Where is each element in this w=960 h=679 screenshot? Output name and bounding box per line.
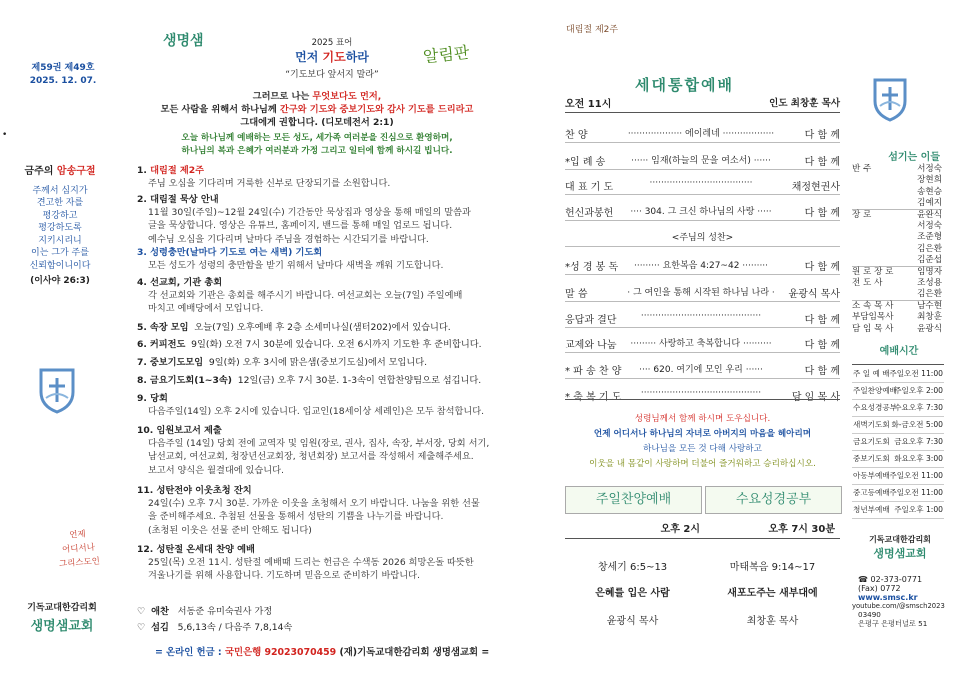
- staff-name: 윤광식: [917, 323, 942, 334]
- staff-name: 장현희: [917, 175, 942, 186]
- blessing-line: 성령님께서 함께 하시며 도우십니다.: [634, 414, 771, 424]
- issue-date: 2025. 12. 07.: [29, 76, 97, 86]
- order-item-name: 교제와 나눔: [565, 340, 617, 351]
- staff-name: 송현승: [917, 186, 942, 197]
- notice-item: [137, 374, 509, 387]
- notice-title: 성탄절 온세대 찬양 예배: [156, 544, 255, 555]
- divider: [565, 301, 840, 302]
- notice-item: [137, 484, 509, 537]
- notice-item: [137, 193, 509, 246]
- schedule-title: 예배시간: [879, 346, 919, 357]
- schedule-service: 청년부예배: [853, 505, 890, 514]
- staff-role: 담 임 목 사: [852, 323, 894, 334]
- order-item-person: 다 함 께: [804, 157, 840, 168]
- motto-year: 2025 표어: [311, 38, 353, 48]
- notice-item: [137, 276, 509, 316]
- church-org: 기독교대한감리회: [27, 603, 97, 613]
- blessing-line: 이웃을 내 몸같이 사랑하며 더불어 즐거워하고 승리하십시오.: [589, 459, 816, 469]
- divider: [565, 142, 840, 143]
- motto-sub: “기도보다 앞서지 말라”: [285, 70, 379, 80]
- notice-item: [137, 164, 509, 190]
- staff-role: 전 도 사: [852, 278, 883, 288]
- staff-name: 김예지: [917, 198, 942, 209]
- welcome-message: [127, 132, 507, 158]
- afternoon-services: [565, 486, 840, 636]
- order-item-detail: · 그 여인을 통해 시작된 하나님 나라 ·: [627, 288, 775, 298]
- bullet-mark: •: [2, 130, 8, 140]
- bulletin-board-script: 알림판: [422, 42, 471, 67]
- slogan-line: 그리스도인: [58, 556, 101, 570]
- wednesday-service-title: 수요성경공부: [705, 486, 842, 514]
- notice-num: 4.: [137, 277, 147, 288]
- divider: [565, 274, 840, 275]
- divider: [565, 112, 840, 113]
- divider: [565, 194, 840, 195]
- slogan-line: 언제: [69, 529, 87, 541]
- notice-title: 당회: [150, 393, 168, 404]
- intro-1b: 무엇보다도 먼저,: [312, 91, 382, 102]
- christian-slogan: [57, 527, 101, 572]
- notice-body: (초청된 이웃은 선물 준비 안해도 됩니다): [148, 524, 312, 536]
- divider: [565, 399, 840, 400]
- staff-name: 윤완식: [917, 209, 942, 220]
- church-logo-icon: [872, 76, 908, 122]
- worship-time: 오전 11시: [565, 99, 612, 110]
- notice-item: [137, 246, 509, 272]
- verse-line: 견고한 자를: [36, 198, 84, 208]
- motto-main: [257, 48, 407, 65]
- schedule-time: 주일오후 2:00: [894, 386, 943, 395]
- order-item-name: 말 씀: [565, 289, 588, 300]
- sunday-preacher: 윤광식 목사: [606, 616, 659, 627]
- contact-phone: ☎ 02-373-0771: [858, 575, 923, 584]
- contact-website[interactable]: www.smsc.kr: [858, 593, 918, 602]
- schedule-row: [852, 467, 944, 485]
- schedule-service: 중고등예배: [853, 488, 890, 497]
- notice-num: 5.: [137, 322, 147, 333]
- contact-fax: (Fax) 0772: [858, 584, 901, 593]
- notice-heading: [137, 193, 509, 206]
- divider: [565, 327, 840, 328]
- order-item-name: 대 표 기 도: [565, 182, 614, 193]
- notice-title: 임원보고서 제출: [156, 425, 222, 436]
- intro-line-1: [127, 90, 507, 103]
- staff-name: 김은환: [917, 243, 942, 254]
- schedule-time: 금요오후 7:30: [894, 437, 943, 446]
- staff-name: 조준형: [917, 232, 942, 243]
- motto-part-a: 먼저: [295, 50, 323, 64]
- offering-account: 국민은행 92023070459: [224, 647, 337, 658]
- schedule-row: [852, 484, 944, 502]
- sunday-scripture: 창세기 6:5~13: [597, 562, 668, 573]
- divider: [565, 538, 840, 539]
- staff-name: 조성용: [917, 278, 942, 288]
- notice-heading: [137, 276, 509, 289]
- notice-body: 을 준비해주세요. 추첨된 선물을 통해서 성탄의 기쁨을 나누기를 바랍니다.: [148, 511, 444, 523]
- notice-body: 25일(목) 오전 11시. 성탄절 예배때 드리는 헌금은 수색동 2026 희망온돌 따뜻한: [148, 557, 474, 569]
- schedule-time: 화요오후 3:00: [894, 454, 943, 463]
- verse-line: 신뢰함이니이다: [29, 260, 91, 271]
- notice-num: 1.: [137, 165, 147, 176]
- order-item-person: 다 함 께: [804, 208, 840, 219]
- divider: [565, 246, 840, 247]
- intro-2b: 간구와 기도와 중보기도와 감사 기도를 드리라고: [279, 104, 474, 115]
- staff-role: 부담임목사: [852, 312, 894, 323]
- staff-list: [852, 148, 946, 334]
- staff-name: 서정숙: [917, 164, 942, 174]
- staff-name: 남수현: [917, 300, 942, 311]
- staff-role: 반 주: [852, 164, 872, 174]
- order-item-detail: ···· 620. 여기에 모인 우리 ······: [639, 365, 763, 375]
- slogan-line: 어디서나: [61, 542, 96, 556]
- notice-body: 다음주일(14일) 오후 2시에 있습니다. 입교인(18세이상 세례인)은 모두 참석합니다.: [148, 406, 485, 418]
- worship-page: [560, 0, 960, 679]
- memory-verse-title-b: 암송구절: [56, 166, 96, 177]
- order-item-name: 응답과 결단: [565, 315, 617, 326]
- staff-name: 임명자: [917, 266, 942, 277]
- brand-title: 생명샘: [163, 33, 204, 49]
- notice-heading: [137, 164, 509, 177]
- intro-2a: 모든 사람을 위해서 하나님께: [160, 104, 280, 115]
- notice-item: [137, 338, 509, 351]
- divider: [565, 220, 840, 221]
- online-offering: [155, 644, 489, 658]
- notice-title: 선교회, 기관 총회: [150, 277, 223, 288]
- motto-part-c: 하라: [345, 50, 369, 64]
- verse-line: 지키시리니: [38, 235, 82, 246]
- contact-youtube[interactable]: youtube.com/@smsch2023: [852, 602, 945, 610]
- contact-org: 기독교대한감리회: [869, 535, 931, 544]
- schedule-row: [852, 433, 944, 451]
- notice-title: 중보기도모임: [149, 357, 204, 368]
- order-item-name: 헌신과봉헌: [565, 208, 614, 219]
- heart-icon: ♡: [137, 606, 146, 617]
- schedule-service: 주일찬양예배: [853, 386, 898, 395]
- divider: [565, 169, 840, 170]
- notice-num: 11.: [137, 485, 154, 496]
- schedule-row: [852, 416, 944, 434]
- order-item-name: *입 례 송: [565, 157, 606, 168]
- left-strip: [0, 0, 118, 679]
- sunday-service-title: 주일찬양예배: [565, 486, 702, 514]
- schedule-time: 수요오후 7:30: [894, 403, 943, 412]
- schedule-time: 주일오후 1:00: [894, 505, 943, 514]
- staff-name: 최창훈: [917, 312, 942, 323]
- order-item-detail: ··········································: [640, 388, 762, 398]
- notice-item: [137, 424, 509, 477]
- schedule-time: 주일오전 11:00: [889, 471, 943, 480]
- verse-line: 주께서 심지가: [32, 185, 88, 196]
- order-item-person: 담 임 목 사: [791, 392, 840, 403]
- order-item-name: * 파 송 찬 양: [565, 366, 622, 377]
- staff-role: 원 로 장 로: [852, 266, 894, 277]
- schedule-service: 아동부예배: [853, 471, 890, 480]
- order-item-detail: <주님의 성찬>: [671, 233, 734, 243]
- notice-item: [137, 543, 509, 583]
- schedule-service: 금요기도회: [853, 437, 890, 446]
- intro-verse: [127, 90, 507, 129]
- order-item-person: 다 함 께: [804, 366, 840, 377]
- notice-body: 11월 30일(주일)~12월 24일(수) 기간동안 묵상집과 영상을 통해 매일의 말씀과: [148, 207, 471, 219]
- notice-title: 성령충만(날마다 기도로 여는 새벽) 기도회: [150, 247, 323, 258]
- notice-body: 예수님 오심을 기다리며 날마다 주님을 경험하는 시간되기를 바랍니다.: [148, 233, 429, 245]
- notice-body: 24일(수) 오후 7시 30분. 가까운 이웃을 초청해서 오기 바랍니다. 나눔을 위한 선물: [148, 498, 480, 510]
- notice-num: 12.: [137, 544, 154, 555]
- notice-title: 속장 모임: [149, 322, 189, 333]
- worship-leader: 인도 최창훈 목사: [769, 98, 840, 109]
- staff-title: 섬기는 이들: [888, 152, 940, 163]
- order-item-person: 채정현권사: [791, 182, 840, 193]
- schedule-row: [852, 450, 944, 468]
- staff-role: 소 속 목 사: [852, 300, 894, 311]
- staff-role: 장 로: [852, 209, 872, 220]
- notice-inline: 12일(금) 오후 7시 30분. 1-3속이 연합찬양팀으로 섬깁니다.: [237, 375, 482, 386]
- notice-heading: [137, 484, 509, 497]
- notice-num: 6.: [137, 339, 147, 350]
- notice-body: 주님 오심을 기다리며 거룩한 신부로 단장되기를 소원합니다.: [148, 178, 391, 190]
- notice-item: [137, 321, 509, 334]
- motto-part-b: 기도: [322, 50, 346, 64]
- verse-line: 평강하고: [42, 210, 78, 221]
- notice-body: 보고서 양식은 월결대에 있습니다.: [148, 464, 284, 476]
- contact-address: 은평구 은평터널로 51: [858, 619, 928, 628]
- church-logo-icon: [38, 366, 76, 414]
- notice-num: 9.: [137, 393, 147, 404]
- church-contact: [852, 534, 948, 629]
- notice-title: 성탄전야 이웃초청 잔치: [156, 485, 252, 496]
- notice-num: 10.: [137, 425, 154, 436]
- notice-item: [137, 356, 509, 369]
- fellowship-label: 애찬: [151, 606, 169, 617]
- order-item-name: * 축 복 기 도: [565, 392, 622, 403]
- schedule-row: [852, 501, 944, 519]
- schedule-time: 화-금오전 5:00: [891, 420, 943, 429]
- serving-text: 5,6,13속 / 다음주 7,8,14속: [177, 622, 293, 633]
- notice-title: 대림절 제2주: [150, 165, 205, 176]
- order-item-person: 다 함 께: [804, 340, 840, 351]
- order-item-detail: ······ 임재(하늘의 문을 여소서) ······: [631, 156, 771, 166]
- church-signature: [8, 600, 116, 634]
- schedule-row: [852, 399, 944, 417]
- church-name: 생명샘교회: [30, 619, 94, 634]
- blessing-line: 하나님을 모든 것 다해 사랑하고: [643, 444, 762, 454]
- heart-icon: ♡: [137, 622, 146, 633]
- notice-heading: [137, 321, 509, 334]
- order-item-name: 찬 양: [565, 130, 588, 141]
- intro-line-3: 그대에게 권합니다. (디모데전서 2:1): [240, 117, 394, 128]
- order-item-detail: ··········································: [640, 311, 762, 321]
- notice-heading: [137, 392, 509, 405]
- order-item-detail: ········· 요한복음 4:27~42 ·········: [633, 261, 769, 271]
- welcome-line-1: 오늘 하나님께 예배하는 모든 성도, 세가족 여러분을 진심으로 환영하며,: [181, 133, 453, 143]
- notice-num: 8.: [137, 375, 147, 386]
- notice-inline: 9일(화) 오후 3시에 맑은샘(중보기도실)에서 모입니다.: [208, 357, 428, 368]
- sunday-sermon: 은혜를 입은 사람: [595, 588, 670, 599]
- order-item-name: *성 경 봉 독: [565, 262, 619, 273]
- wednesday-preacher: 최창훈 목사: [746, 616, 799, 627]
- year-motto: [257, 36, 407, 80]
- notice-body: 각 선교회와 기관은 총회를 해주시기 바랍니다. 여선교회는 오늘(7일) 주일예배: [148, 290, 463, 302]
- notice-num: 3.: [137, 247, 147, 258]
- fellowship-meal: [137, 603, 272, 617]
- issue-info: [18, 62, 108, 88]
- schedule-table: [852, 342, 946, 514]
- schedule-service: 새벽기도회: [853, 420, 890, 429]
- notice-num: 2.: [137, 194, 147, 205]
- notice-inline: 9일(화) 오전 7시 30분에 있습니다. 오전 6시까지 기도한 후 준비합니다.: [191, 339, 482, 350]
- notice-num: 7.: [137, 357, 147, 368]
- schedule-service: 수요성경공부: [853, 403, 898, 412]
- notice-heading: [137, 543, 509, 556]
- notice-body: 마치고 예배당에서 모입니다.: [148, 303, 264, 315]
- order-item-person: 다 함 께: [804, 130, 840, 141]
- order-item-detail: ···· 304. 그 크신 하나님의 사랑 ·····: [630, 207, 772, 217]
- memory-verse-title: [10, 166, 110, 179]
- schedule-row: [852, 365, 944, 383]
- contact-zip: 03490: [858, 610, 881, 619]
- blessing-message: [565, 412, 840, 472]
- notice-heading: [137, 338, 509, 351]
- memory-verse-title-a: 금주의: [24, 166, 57, 177]
- notice-body: 겨울나기를 위해 사용합니다. 기도하며 믿음으로 준비하기 바랍니다.: [148, 570, 420, 582]
- verse-line: 이는 그가 주를: [31, 248, 89, 258]
- schedule-service: 중보기도회: [853, 454, 890, 463]
- notice-item: [137, 392, 509, 418]
- notice-heading: [137, 356, 509, 369]
- notice-body: 글을 묵상합니다. 영상은 유튜브, 홈페이지, 밴드를 통해 매일 업로드 됩니다.: [148, 220, 453, 232]
- schedule-service: 주 일 예 배: [853, 369, 890, 378]
- blessing-line: 언제 어디서나 하나님의 자녀로 아버지의 마음을 헤아리며: [593, 429, 812, 439]
- staff-row: [852, 198, 942, 210]
- serving-label: 섬김: [151, 622, 169, 633]
- notice-title: 커피전도: [149, 339, 186, 350]
- contact-church-name: 생명샘교회: [873, 547, 927, 560]
- wednesday-scripture: 마태복음 9:14~17: [729, 562, 816, 573]
- order-item-person: 윤광식 목사: [788, 289, 840, 300]
- wednesday-time: 오후 7시 30분: [768, 524, 835, 535]
- order-item-detail: ········· 사랑하고 축복합니다 ··········: [630, 339, 772, 349]
- notice-title: 금요기도회(1~3속): [149, 375, 232, 386]
- notice-title: 대림절 묵상 안내: [150, 194, 219, 205]
- welcome-line-2: 하나님의 복과 은혜가 여러분과 가정 그리고 일터에 함께 하시길 빕니다.: [181, 146, 453, 156]
- order-item-detail: ··················· 에이레네 ··················: [627, 129, 775, 139]
- notice-body: 다음주일 (14일) 당회 전에 교역자 및 임원(장로, 권사, 집사, 속장, 부서장, 당회 서기,: [148, 438, 490, 450]
- intro-line-2: [127, 103, 507, 116]
- notice-page: [127, 0, 507, 679]
- offering-holder: (재)기독교대한감리회 생명샘교회 =: [336, 647, 490, 658]
- verse-line: 평강하도록: [38, 223, 82, 233]
- notice-body: 모든 성도가 성령의 충만함을 받기 위해서 날마다 새벽을 깨워 기도합니다.: [148, 260, 444, 272]
- order-item-person: 다 함 께: [804, 262, 840, 273]
- order-item-detail: ····································: [649, 178, 753, 188]
- fellowship-text: 서동준 유미숙권사 가정: [177, 606, 273, 617]
- notice-body: 남선교회, 여선교회, 청장년선교회장, 청년회장) 보고서를 작성해서 제출해주세요.: [148, 451, 474, 463]
- staff-row: [852, 255, 942, 267]
- divider: [565, 352, 840, 353]
- notice-heading: [137, 246, 509, 259]
- worship-title: 세대통합예배: [635, 76, 734, 94]
- schedule-row: [852, 382, 944, 400]
- staff-name: 김준섭: [917, 255, 942, 266]
- staff-row: [852, 289, 942, 301]
- season-label: 대림절 제2주: [566, 25, 619, 35]
- serving-groups: [137, 619, 292, 633]
- schedule-time: 주일오전 11:00: [889, 488, 943, 497]
- wednesday-sermon: 새포도주는 새부대에: [727, 588, 818, 599]
- schedule-time: 주일오전 11:00: [889, 369, 943, 378]
- offering-label: = 온라인 헌금 :: [155, 647, 225, 658]
- notice-inline: 오늘(7일) 오후예배 후 2층 소세미나실(샘터202)에서 있습니다.: [194, 322, 451, 333]
- schedule-rows: [852, 364, 944, 514]
- memory-verse: [10, 166, 110, 288]
- staff-name: 서정숙: [917, 221, 942, 231]
- worship-order: [565, 62, 840, 402]
- verse-reference: (이사야 26:3): [30, 276, 90, 286]
- sunday-time: 오후 2시: [660, 524, 700, 535]
- issue-number: 제59권 제49호: [31, 63, 95, 73]
- notice-heading: [137, 374, 509, 387]
- notice-heading: [137, 424, 509, 437]
- divider: [565, 378, 840, 379]
- staff-name: 김은환: [917, 289, 942, 300]
- order-item-person: 다 함 께: [804, 315, 840, 326]
- intro-1a: 그러므로 나는: [252, 91, 313, 102]
